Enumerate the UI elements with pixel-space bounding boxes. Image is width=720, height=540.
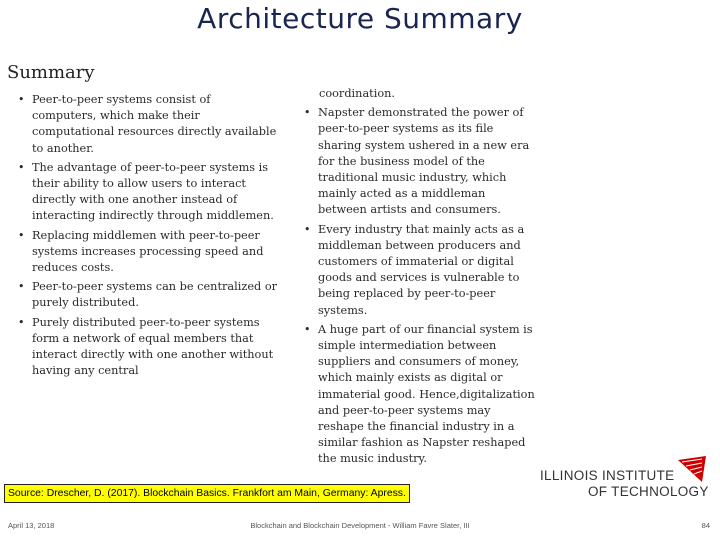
left-column-bullets: [18, 92, 278, 382]
bullet-item: [18, 315, 278, 380]
bullet-text: coordination.: [319, 87, 396, 100]
bullet-text: The advantage of peer-to-peer systems is their ability to allow users to interact directly with one another instead of interacting indirectly through middlemen.: [32, 160, 274, 223]
bullet-icon: •: [18, 280, 25, 294]
bullet-text: Purely distributed peer-to-peer systems form a network of equal members that interact directly with one another without having any central: [32, 315, 274, 378]
bullet-icon: •: [18, 93, 25, 106]
bullet-icon: •: [304, 106, 311, 120]
logo-line-2: OF TECHNOLOGY: [588, 484, 709, 499]
bullet-item: [18, 92, 278, 157]
bullet-icon: •: [18, 228, 25, 242]
footer-center-text: Blockchain and Blockchain Development - William Favre Slater, III: [250, 521, 470, 530]
bullet-item: [304, 322, 536, 468]
bullet-text: Napster demonstrated the power of peer-to-peer systems as its file sharing system ushered in a new era for the business model of the traditional music industry, which mainly acted as a middleman between artists and consumers.: [318, 106, 530, 217]
bullet-icon: •: [18, 160, 25, 174]
bullet-text: Every industry that mainly acts as a middleman between producers and customers of immaterial or digital goods and services is vulnerable to being replaced by peer-to-peer systems.: [318, 222, 525, 317]
right-column-bullets: [304, 86, 536, 471]
bullet-icon: •: [304, 322, 311, 336]
summary-heading: Summary: [7, 62, 95, 83]
bullet-item: [304, 222, 536, 319]
bullet-text: Replacing middlemen with peer-to-peer systems increases processing speed and reduces costs.: [32, 228, 264, 275]
bullet-item: [18, 279, 278, 311]
bullet-icon: •: [18, 315, 25, 329]
bullet-text: A huge part of our financial system is simple intermediation between suppliers and consumers of money, which mainly exists as digital or immaterial good. Hence,digitalization and peer-to-peer systems may reshape the financial industry in a similar fashion as Napster reshaped the music industry.: [318, 322, 535, 466]
bullet-item: [18, 160, 278, 225]
bullet-item: [18, 228, 278, 277]
bullet-text: Peer-to-peer systems can be centralized or purely distributed.: [32, 280, 278, 310]
footer-page-number: 84: [701, 521, 710, 530]
bullet-icon: •: [304, 222, 311, 236]
bullet-text: Peer-to-peer systems consist of computers, which make their computational resources directly available to another.: [32, 93, 277, 155]
iit-flag-icon: [676, 454, 710, 484]
slide-title: Architecture Summary: [197, 2, 523, 35]
bullet-continuation: [304, 86, 536, 102]
iit-logo: [536, 454, 716, 500]
logo-line-1: ILLINOIS INSTITUTE: [540, 468, 675, 483]
footer-date: April 13, 2018: [8, 521, 55, 530]
bullet-item: [304, 105, 536, 218]
source-citation: Source: Drescher, D. (2017). Blockchain Basics. Frankfort am Main, Germany: Apress.: [4, 484, 410, 503]
